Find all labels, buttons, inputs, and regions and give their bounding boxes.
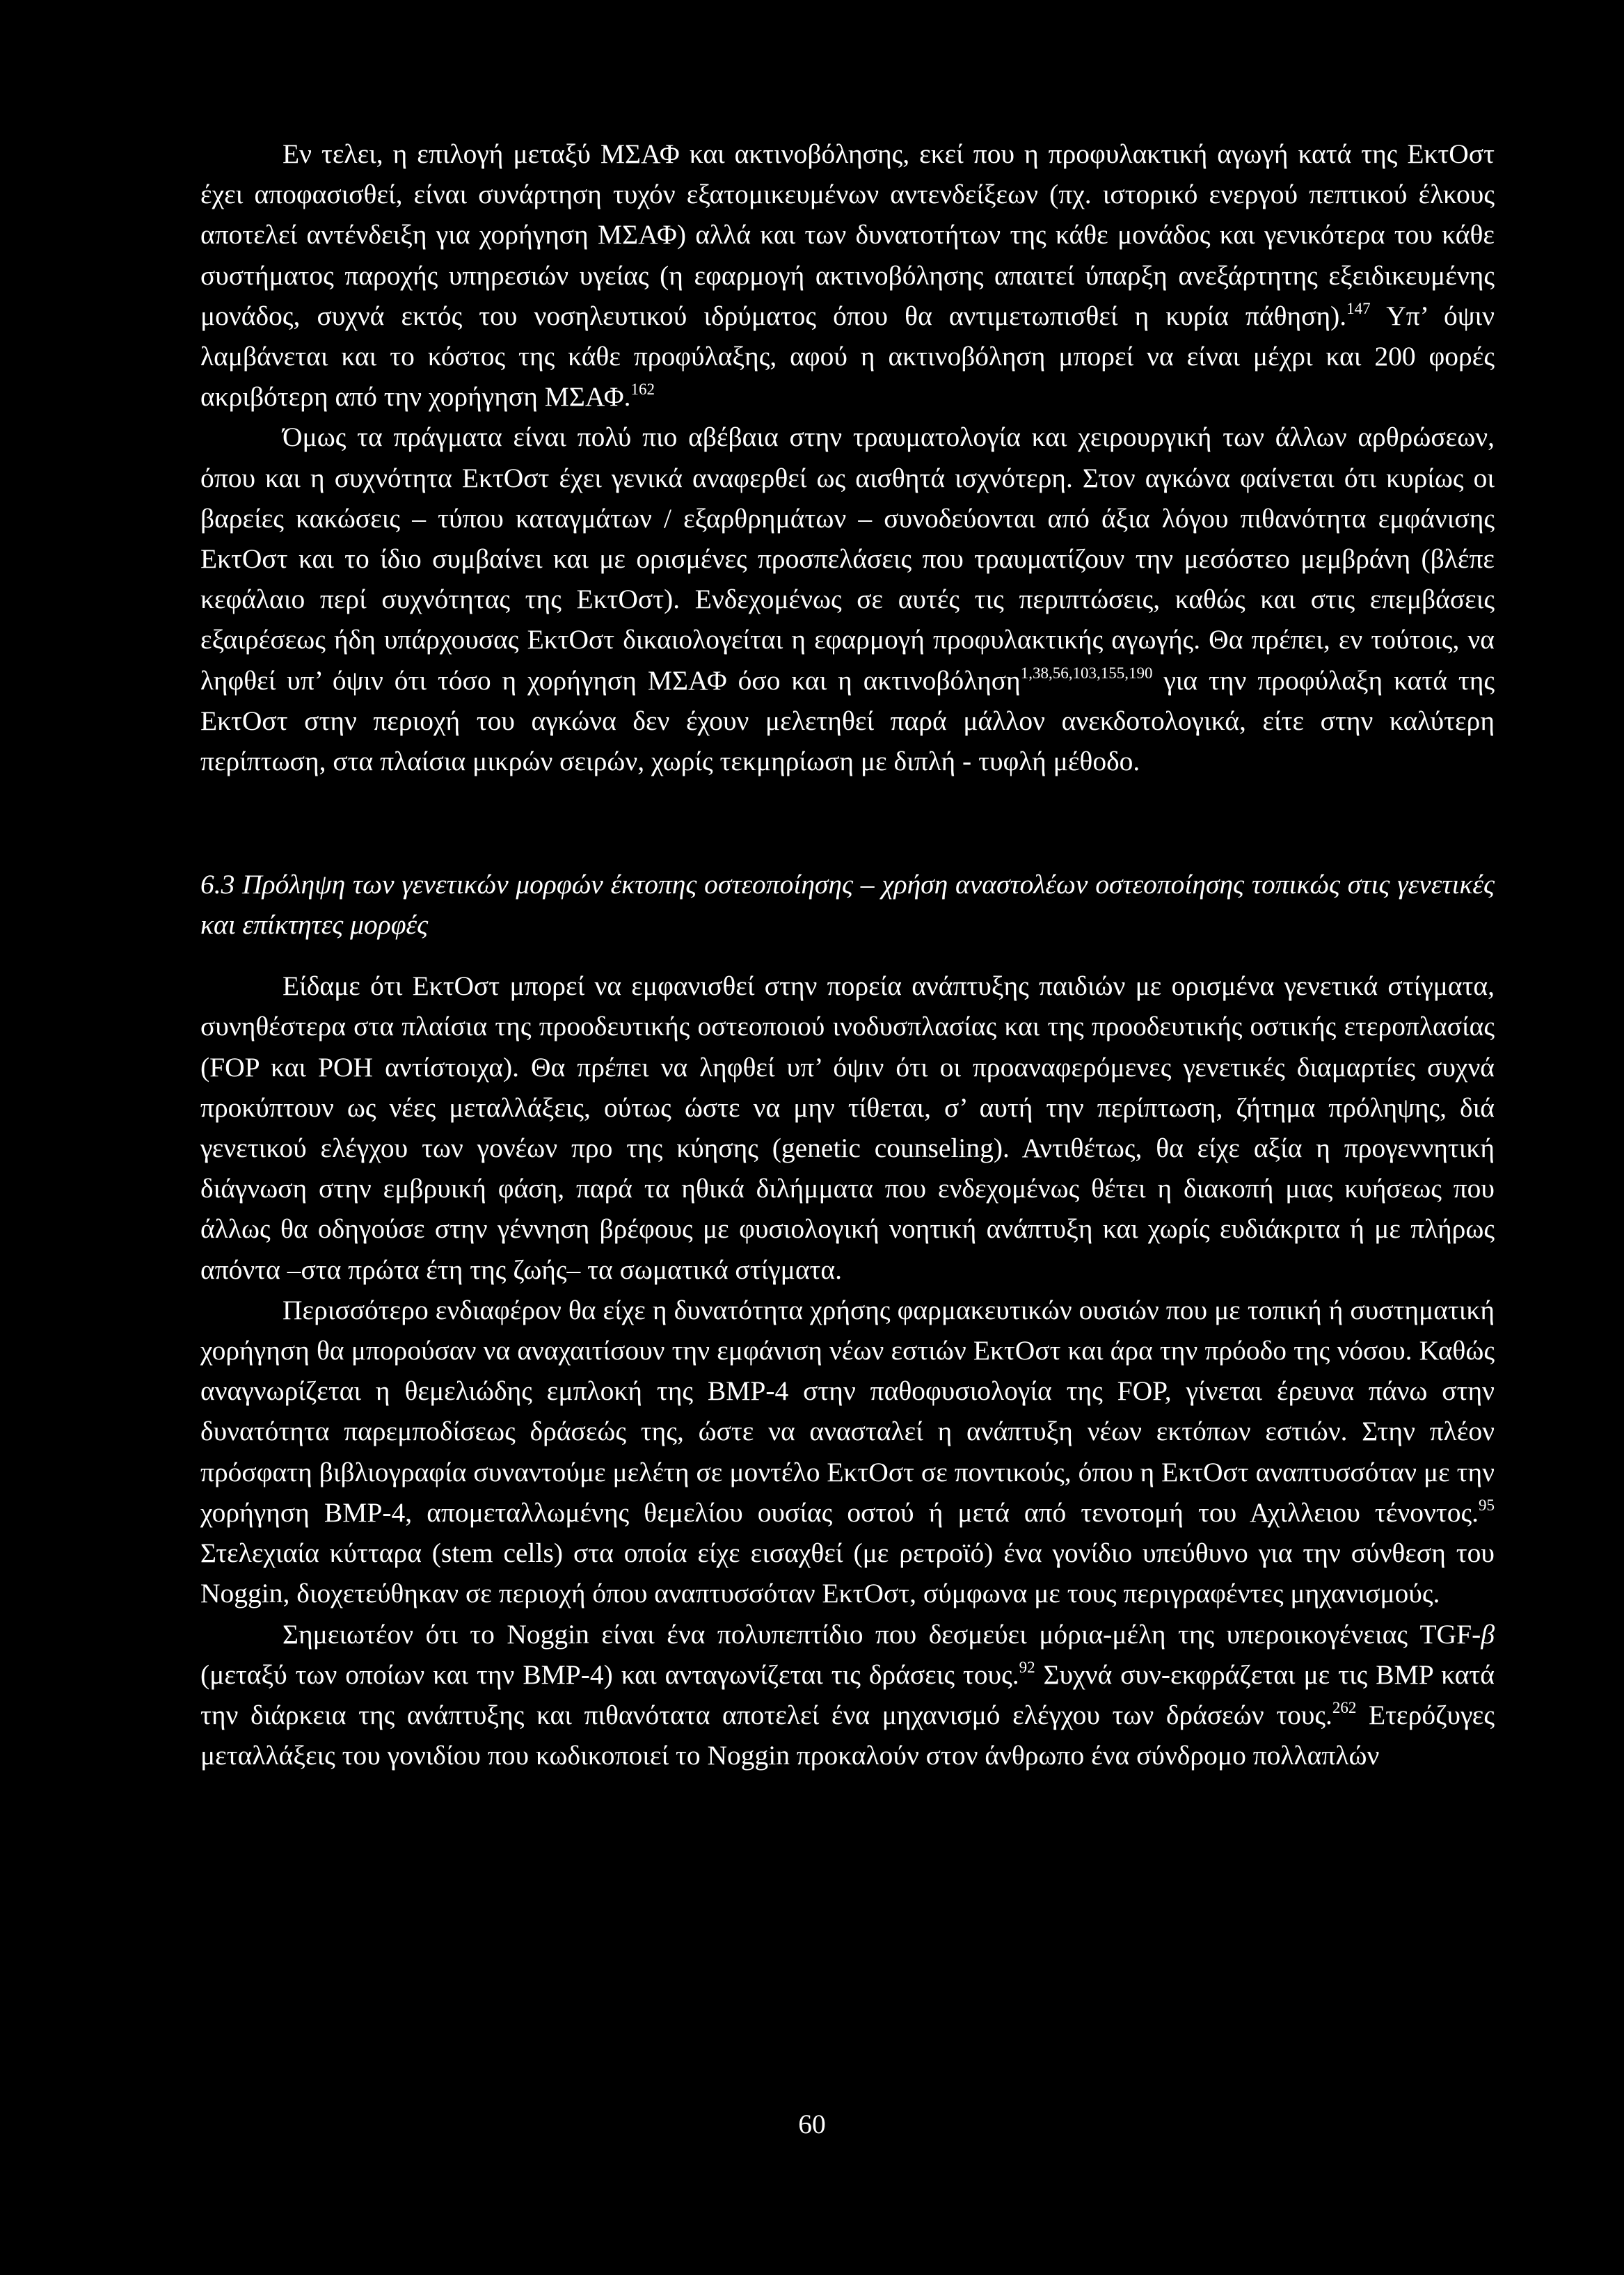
paragraph-1-text-a: Εν τελει, η επιλογή μεταξύ ΜΣΑΦ και ακτινοβόλησης, εκεί που η προφυλακτική αγωγή κατά της ΕκτΟστ έχει αποφασισθεί, είναι συνάρτηση τυχόν εξατομικευμένων αντενδείξεων (πχ. ιστορικό ενεργού πεπτικού έλκους αποτελεί αντένδειξη για χορήγηση ΜΣΑΦ) αλλά και των δυνατοτήτων της κάθε μονάδος και γενικότερα του κάθε συστήματος παροχής υπηρεσιών υγείας (η εφαρμογή ακτινοβόλησης απαιτεί ύπαρξη ανεξάρτητης εξειδικευμένης μονάδος, συχνά εκτός του νοσηλευτικού ιδρύματος όπου θα αντιμετωπισθεί η κυρία πάθηση). <box>200 138 1495 331</box>
paragraph-3 <box>200 966 1495 1290</box>
citation-92: 92 <box>1019 1658 1035 1676</box>
paragraph-5-text-d: Ετερόζυγες μεταλλάξεις του γονιδίου που κωδικοποιεί το Noggin προκαλούν στον άνθρωπο ένα σύνδρομο πολλαπλών <box>200 1699 1495 1771</box>
paragraph-5-text-a: Σημειωτέον ότι το Noggin είναι ένα πολυπεπτίδιο που δεσμεύει μόρια-μέλη της υπεροικογένειας TGF- <box>282 1618 1481 1650</box>
citation-262: 262 <box>1332 1698 1357 1716</box>
paragraph-5-text-b: (μεταξύ των οποίων και την BMP-4) και ανταγωνίζεται τις δράσεις τους. <box>200 1659 1019 1690</box>
paragraph-4-text-b: Στελεχιαία κύτταρα (stem cells) στα οποία είχε εισαχθεί (με ρετροϊό) ένα γονίδιο υπεύθυνο για την σύνθεση του Noggin, διοχετεύθηκαν σε περιοχή όπου αναπτυσσόταν ΕκτΟστ, σύμφωνα με τους περιγραφέντες μηχανισμούς. <box>200 1538 1495 1609</box>
paragraph-1 <box>200 134 1495 417</box>
paragraph-1-text-b: Υπ’ όψιν λαμβάνεται και το κόστος της κάθε προφύλαξης, αφού η ακτινοβόληση μπορεί να είναι μέχρι και 200 φορές ακριβότερη από την χορήγηση ΜΣΑΦ. <box>200 300 1495 413</box>
paragraph-5-text-c: Συχνά συν-εκφράζεται με τις BMP κατά την διάρκεια της ανάπτυξης και πιθανότατα αποτελεί ένα μηχανισμό ελέγχου των δράσεών τους. <box>200 1659 1495 1730</box>
page-body <box>200 134 1495 1775</box>
page-number: 60 <box>798 2109 826 2139</box>
paragraph-5 <box>200 1614 1495 1776</box>
paragraph-4 <box>200 1290 1495 1614</box>
citation-group-elbow: 1,38,56,103,155,190 <box>1020 664 1153 682</box>
section-heading <box>200 864 1495 945</box>
paragraph-2-text-b: για την προφύλαξη κατά της ΕκτΟστ στην περιοχή του αγκώνα δεν έχουν μελετηθεί παρά μάλλον ανεκδοτολογικά, είτε στην καλύτερη περίπτωση, στα πλαίσια μικρών σειρών, χωρίς τεκμηρίωση με διπλή - τυφλή μέθοδο. <box>200 664 1495 777</box>
paragraph-2 <box>200 417 1495 781</box>
section-number: 6.3 <box>200 869 235 900</box>
paragraph-3-text: Είδαμε ότι ΕκτΟστ μπορεί να εμφανισθεί στην πορεία ανάπτυξης παιδιών με ορισμένα γενετικά στίγματα, συνηθέστερα στα πλαίσια της προοδευτικής οστεοποιού ινοδυσπλασίας και της προοδευτικής οστικής ετεροπλασίας (FOP και POH αντίστοιχα). Θα πρέπει να ληφθεί υπ’ όψιν ότι οι προαναφερόμενες γενετικές διαμαρτίες συχνά προκύπτουν ως νέες μεταλλάξεις, ούτως ώστε να μην τίθεται, σ’ αυτή την περίπτωση, ζήτημα πρόληψης, διά γενετικού ελέγχου των γονέων προ της κύησης (genetic counseling). Αντιθέτως, θα είχε αξία η προγεννητική διάγνωση στην εμβρυική φάση, παρά τα ηθικά διλήμματα που ενδεχομένως θέτει η διακοπή μιας κυήσεως που άλλως θα οδηγούσε στην γέννηση βρέφους με φυσιολογική νοητική ανάπτυξη και χωρίς ευδιάκριτα ή με πλήρως απόντα –στα πρώτα έτη της ζωής– τα σωματικά στίγματα. <box>200 971 1495 1285</box>
paragraph-2-text-a: Όμως τα πράγματα είναι πολύ πιο αβέβαια στην τραυματολογία και χειρουργική των άλλων αρθρώσεων, όπου και η συχνότητα ΕκτΟστ έχει γενικά αναφερθεί ως αισθητά ισχνότερη. Στον αγκώνα φαίνεται ότι κυρίως οι βαρείες κακώσεις – τύπου καταγμάτων / εξαρθρημάτων – συνοδεύονται από άξια λόγου πιθανότητα εμφάνισης ΕκτΟστ και το ίδιο συμβαίνει και με ορισμένες προσπελάσεις που τραυματίζουν την μεσόστεο μεμβράνη (βλέπε κεφάλαιο περί συχνότητας της ΕκτΟστ). Ενδεχομένως σε αυτές τις περιπτώσεις, καθώς και στις επεμβάσεις εξαιρέσεως ήδη υπάρχουσας ΕκτΟστ δικαιολογείται η εφαρμογή προφυλακτικής αγωγής. Θα πρέπει, εν τούτοις, να ληφθεί υπ’ όψιν ότι τόσο η χορήγηση ΜΣΑΦ όσο και η ακτινοβόληση <box>200 422 1495 696</box>
citation-95: 95 <box>1479 1496 1495 1514</box>
citation-147: 147 <box>1346 299 1371 317</box>
beta-symbol: β <box>1481 1618 1495 1650</box>
section-title: Πρόληψη των γενετικών μορφών έκτοπης οστεοποίησης – χρήση αναστολέων οστεοποίησης τοπικώς στις γενετικές και επίκτητες μορφές <box>200 869 1495 941</box>
citation-162: 162 <box>630 381 655 399</box>
paragraph-4-text-a: Περισσότερο ενδιαφέρον θα είχε η δυνατότητα χρήσης φαρμακευτικών ουσιών που με τοπική ή συστηματική χορήγηση θα μπορούσαν να αναχαιτίσουν την εμφάνιση νέων εστιών ΕκτΟστ και άρα την πρόοδο της νόσου. Καθώς αναγνωρίζεται η θεμελιώδης εμπλοκή της BMP-4 στην παθοφυσιολογία της FOP, γίνεται έρευνα πάνω στην δυνατότητα παρεμποδίσεως δράσεώς της, ώστε να ανασταλεί η ανάπτυξη νέων εκτόπων εστιών. Στην πλέον πρόσφατη βιβλιογραφία συναντούμε μελέτη σε μοντέλο ΕκτΟστ σε ποντικούς, όπου η ΕκτΟστ αναπτυσσόταν με την χορήγηση BMP-4, απομεταλλωμένης θεμελίου ουσίας οστού ή μετά από τενοτομή του Αχιλλειου τένοντος. <box>200 1294 1495 1528</box>
